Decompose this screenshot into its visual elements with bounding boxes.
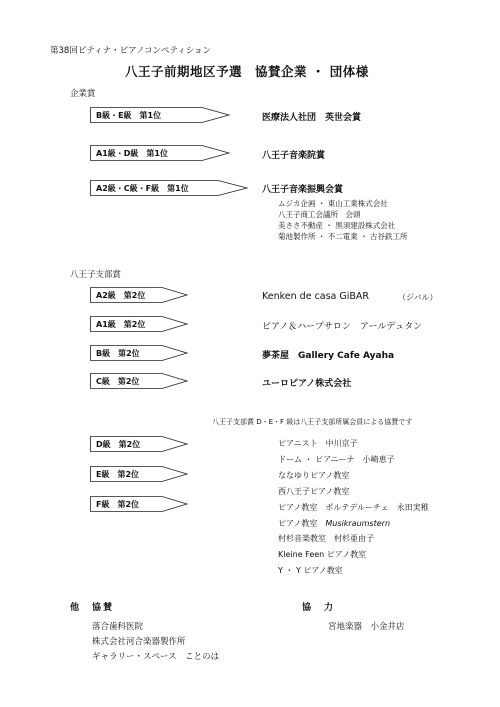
branch-note: 八王子支部賞 D・E・F 級は八王子支部所属会員による協賛です <box>212 418 413 426</box>
sponsor-reading: （ジバル） <box>398 293 438 302</box>
list-item: 西八王子ピアノ教室 <box>278 486 350 496</box>
sponsor-name: ピアノ＆ハープサロン アールデュタン <box>262 322 423 332</box>
list-item <box>278 516 429 532</box>
award-tag <box>90 436 190 452</box>
member-line: ムジカ企画 ・ 東山工業株式会社 <box>278 199 388 208</box>
member-line: 美ささ不動産 ・ 黒須建設株式会社 <box>278 221 396 230</box>
studio-label: ピアノ教室 <box>278 518 318 528</box>
award-tag-label: A1級 第2位 <box>96 320 146 329</box>
award-tag <box>90 345 190 361</box>
sponsor-name: Kenken de casa GiBAR <box>262 291 370 302</box>
award-tag-label: A2級・C級・F級 第1位 <box>96 184 189 193</box>
sponsor-name: ユーロピアノ株式会社 <box>262 379 352 389</box>
list-item: ピアニスト 中川京子 <box>278 439 358 448</box>
award-tag-label: C級 第2位 <box>96 377 140 386</box>
award-tag-label: F級 第2位 <box>96 500 140 509</box>
list-item: Kleine Feen ピアノ教室 <box>278 550 367 560</box>
award-tag <box>90 466 190 482</box>
cooperation-list <box>328 620 405 635</box>
corporate-heading: 企業賞 <box>70 89 96 99</box>
sponsor-name: 医療法人社団 英世会賞 <box>262 113 362 123</box>
award-tag <box>90 373 190 389</box>
list-item: 村杉音楽教室 村杉亜由子 <box>278 534 374 544</box>
cooperation-heading: 協 力 <box>302 603 336 613</box>
branch-heading: 八王子支部賞 <box>70 270 122 280</box>
member-line: 菊池製作所 ・ 不二電業 ・ 古谷鉄工所 <box>278 232 408 241</box>
list-item: 株式会社河合楽器製作所 <box>92 637 186 647</box>
award-tag <box>90 180 250 196</box>
award-tag-label: E級 第2位 <box>96 470 140 479</box>
award-tag-label: A2級 第2位 <box>96 291 146 300</box>
list-item: Y ・ Y ピアノ教室 <box>278 566 343 576</box>
competition-edition: 第38回ピティナ・ピアノコンペティション <box>50 46 212 56</box>
other-sponsors-heading: 他 協賛 <box>70 603 115 613</box>
list-item: 落合歯科医院 <box>92 622 144 632</box>
sponsor-name: 夢茶屋 Gallery Cafe Ayaha <box>262 351 395 361</box>
other-sponsors-list <box>92 620 219 665</box>
def-sponsor-list <box>278 436 429 579</box>
list-item: ななゆりピアノ教室 <box>278 470 350 480</box>
sponsor-name: 八王子音楽振興会賞 <box>262 185 344 195</box>
sponsor-name: 八王子音楽院賞 <box>262 151 326 161</box>
award-tag <box>90 287 190 303</box>
award-tag-label: B級・E級 第1位 <box>96 111 162 120</box>
award-tag-label: B級 第2位 <box>96 349 140 358</box>
list-item: ピアノ教室 ポルテデルーチェ 永田実稚 <box>278 502 429 512</box>
award-tag <box>90 316 190 332</box>
award-tag <box>90 107 230 123</box>
list-item: ギャラリー・スペース ことのは <box>92 652 220 662</box>
award-tag-label: D級 第2位 <box>96 440 141 449</box>
list-item: 宮地楽器 小金井店 <box>328 622 405 632</box>
member-line: 八王子商工会議所 会頭 <box>278 210 361 219</box>
list-item: ドーム ・ ピアニーナ 小崎恵子 <box>278 454 395 464</box>
award-tag <box>90 145 230 161</box>
award-tag-label: A1級・D級 第1位 <box>96 149 168 158</box>
award-tag <box>90 496 190 512</box>
studio-name: Musikraumstern <box>325 518 391 528</box>
page-title: 八王子前期地区予選 協賛企業 ・ 団体様 <box>125 64 369 79</box>
